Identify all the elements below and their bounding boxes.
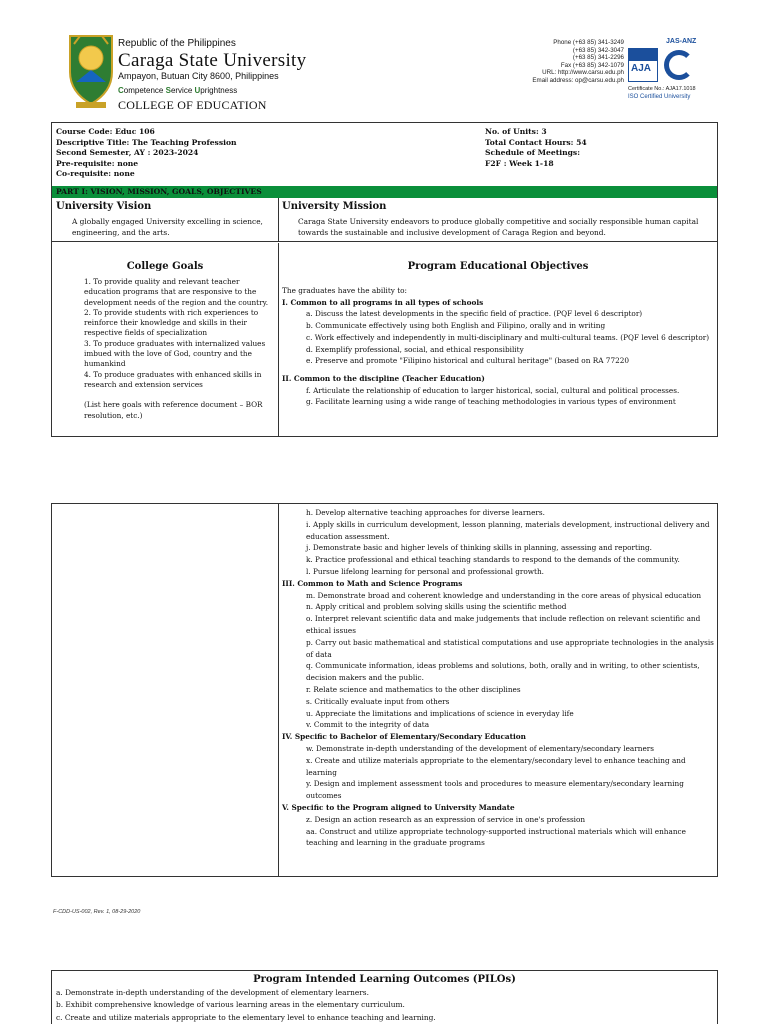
course-code: Course Code: Educ 106: [56, 127, 155, 136]
course-info-table: [51, 122, 718, 437]
goal-item: 3. To produce graduates with internalized values imbued with the love of God, country and the humankind: [84, 338, 266, 369]
document-header: [0, 0, 768, 122]
vision-title: University Vision: [56, 201, 152, 212]
course-info-right: [485, 127, 587, 169]
university-seal-icon: [66, 32, 116, 112]
university-motto: Competence Service Uprightness: [118, 86, 238, 95]
co-requisite: Co-requisite: none: [56, 169, 135, 178]
semester: Second Semester, AY : 2023-2024: [56, 148, 199, 157]
jas-anz-logo-icon: [664, 50, 694, 80]
descriptive-title: Descriptive Title: The Teaching Profession: [56, 137, 237, 147]
aja-logo-icon: AJA: [628, 48, 658, 82]
peo-list: The graduates have the ability to: I. Common to all programs in all types of schools a. Discuss the latest developments in the specific field of practice. (PQF level 6 descriptor) b. Communicate effectively using both English and Filipino, orally and in writing c. Work effectively and independently in multi-disciplinary and multi-cultural teams. (PQF level 6 descriptor) d. Exemplify professional, social, and ethical responsibility e. Preserve and promote "Filipino historical and cultural heritage" (based on RA 77220 II. Common to the discipline (Teacher Education) f. Articulate the relationship of education to larger historical, social, cultural and political processes. g. Facilitate learning using a wide range of teaching methodologies in various types of environment: [282, 286, 710, 407]
goal-item: 2. To provide students with rich experiences to reinforce their knowledge and skills in their respective fields of specialization: [84, 307, 259, 338]
university-title-block: [118, 38, 306, 113]
vision-text: A globally engaged University excelling in science, engineering, and the arts.: [72, 217, 263, 237]
pilo-item: c. Create and utilize materials appropriate to the elementary level to enhance teaching and learning.: [56, 1012, 436, 1022]
college-goals-title: College Goals: [126, 261, 204, 272]
form-code: F-CDD-US-002, Rev. 1, 08-29-2020: [53, 909, 141, 915]
pilo-title: Program Intended Learning Outcomes (PILOs): [253, 974, 516, 985]
goal-item: 1. To provide quality and relevant teacher education programs that are responsive to the development needs of the region and the country.: [84, 277, 269, 307]
college-goals-list: [84, 277, 272, 421]
schedule-label: Schedule of Meetings:: [485, 148, 580, 157]
pilo-table: [51, 970, 718, 1024]
pre-requisite: Pre-requisite: none: [56, 158, 139, 168]
mission-text: Caraga State University endeavors to produce globally competitive and socially responsible human capital towards the sustainable and inclusive development of Caraga Region and beyond.: [298, 217, 699, 237]
pilo-item: b. Exhibit comprehensive knowledge of various learning areas in the elementary curriculum.: [56, 1000, 405, 1010]
course-info-row: [52, 123, 717, 186]
goal-item: 4. To produce graduates with enhanced skills in research and extension services: [84, 369, 262, 389]
jas-anz-label: JAS-ANZ: [666, 38, 697, 45]
contact-info: Phone (+63 85) 341-3249 (+63 85) 342-3047 (+63 85) 341-2296 Fax (+63 85) 342-1079 URL: http://www.carsu.edu.ph Email address: op@carsu.edu.ph: [532, 39, 624, 84]
peo-continuation-table: [51, 503, 718, 877]
peo-continued-list: h. Develop alternative teaching approaches for diverse learners. i. Apply skills in curriculum development, lesson planning, materials development, instructional delivery and education assessment. j. Demonstrate basic and higher levels of thinking skills in planning, assessing and reporting. k. Practice professional and ethical teaching standards to respond to the demands of the community. l. Pursue lifelong learning for personal and professional growth. III. Common to Math and Science Programs m. Demonstrate broad and coherent knowledge and understanding in the core areas of physical education n. Apply critical and problem solving skills using the scientific method o. Interpret relevant scientific data and make judgements that include reflection on relevant scientific and ethical issues p. Carry out basic mathematical and statistical computations and use appropriate technologies in the analysis of data q. Communicate information, ideas problems and solutions, both, orally and in writing, to other scientists, decision makers and the public. r. Relate science and mathematics to the other disciplines s. Critically evaluate input from others u. Appreciate the limitations and implications of science in everyday life v. Commit to the integrity of data IV. Specific to Bachelor of Elementary/Secondary Education w. Demonstrate in-depth understanding of the development of elementary/secondary learners x. Create and utilize materials appropriate to the elementary/secondary level to enhance teaching and learning y. Design and implement assessment tools and procedures to measure elementary/secondary learning outcomes V. Specific to the Program aligned to University Mandate z. Design an action research as an expression of service in one's profession aa. Construct and utilize appropriate technology-supported instructional materials which will enhance teaching and learning in the graduate programs: [282, 508, 714, 848]
contact-hours: Total Contact Hours: 54: [485, 137, 587, 147]
mission-title: University Mission: [282, 201, 387, 212]
goals-objectives-row: [52, 243, 717, 436]
part-1-heading: PART I: VISION, MISSION, GOALS, OBJECTIVES: [52, 186, 717, 198]
iso-certified-label: ISO Certified University: [628, 94, 691, 100]
republic-line: Republic of the Philippines: [118, 38, 236, 49]
university-address: Ampayon, Butuan City 8600, Philippines: [118, 71, 279, 81]
pilo-item: a. Demonstrate in-depth understanding of the development of elementary learners.: [56, 988, 369, 997]
peo-title: Program Educational Objectives: [407, 261, 589, 272]
schedule-value: F2F : Week 1-18: [485, 158, 554, 168]
vision-mission-row: [52, 198, 717, 242]
university-name: Caraga State University: [118, 50, 307, 71]
pilo-list: [56, 987, 711, 1024]
certificate-number: Certificate No.: AJA17.1018: [628, 86, 696, 92]
goals-note: (List here goals with reference document – BOR resolution, etc.): [84, 400, 263, 420]
units: No. of Units: 3: [485, 127, 547, 136]
course-info-left: [56, 127, 237, 180]
certification-logos: [628, 38, 700, 106]
college-name: COLLEGE OF EDUCATION: [118, 98, 267, 112]
